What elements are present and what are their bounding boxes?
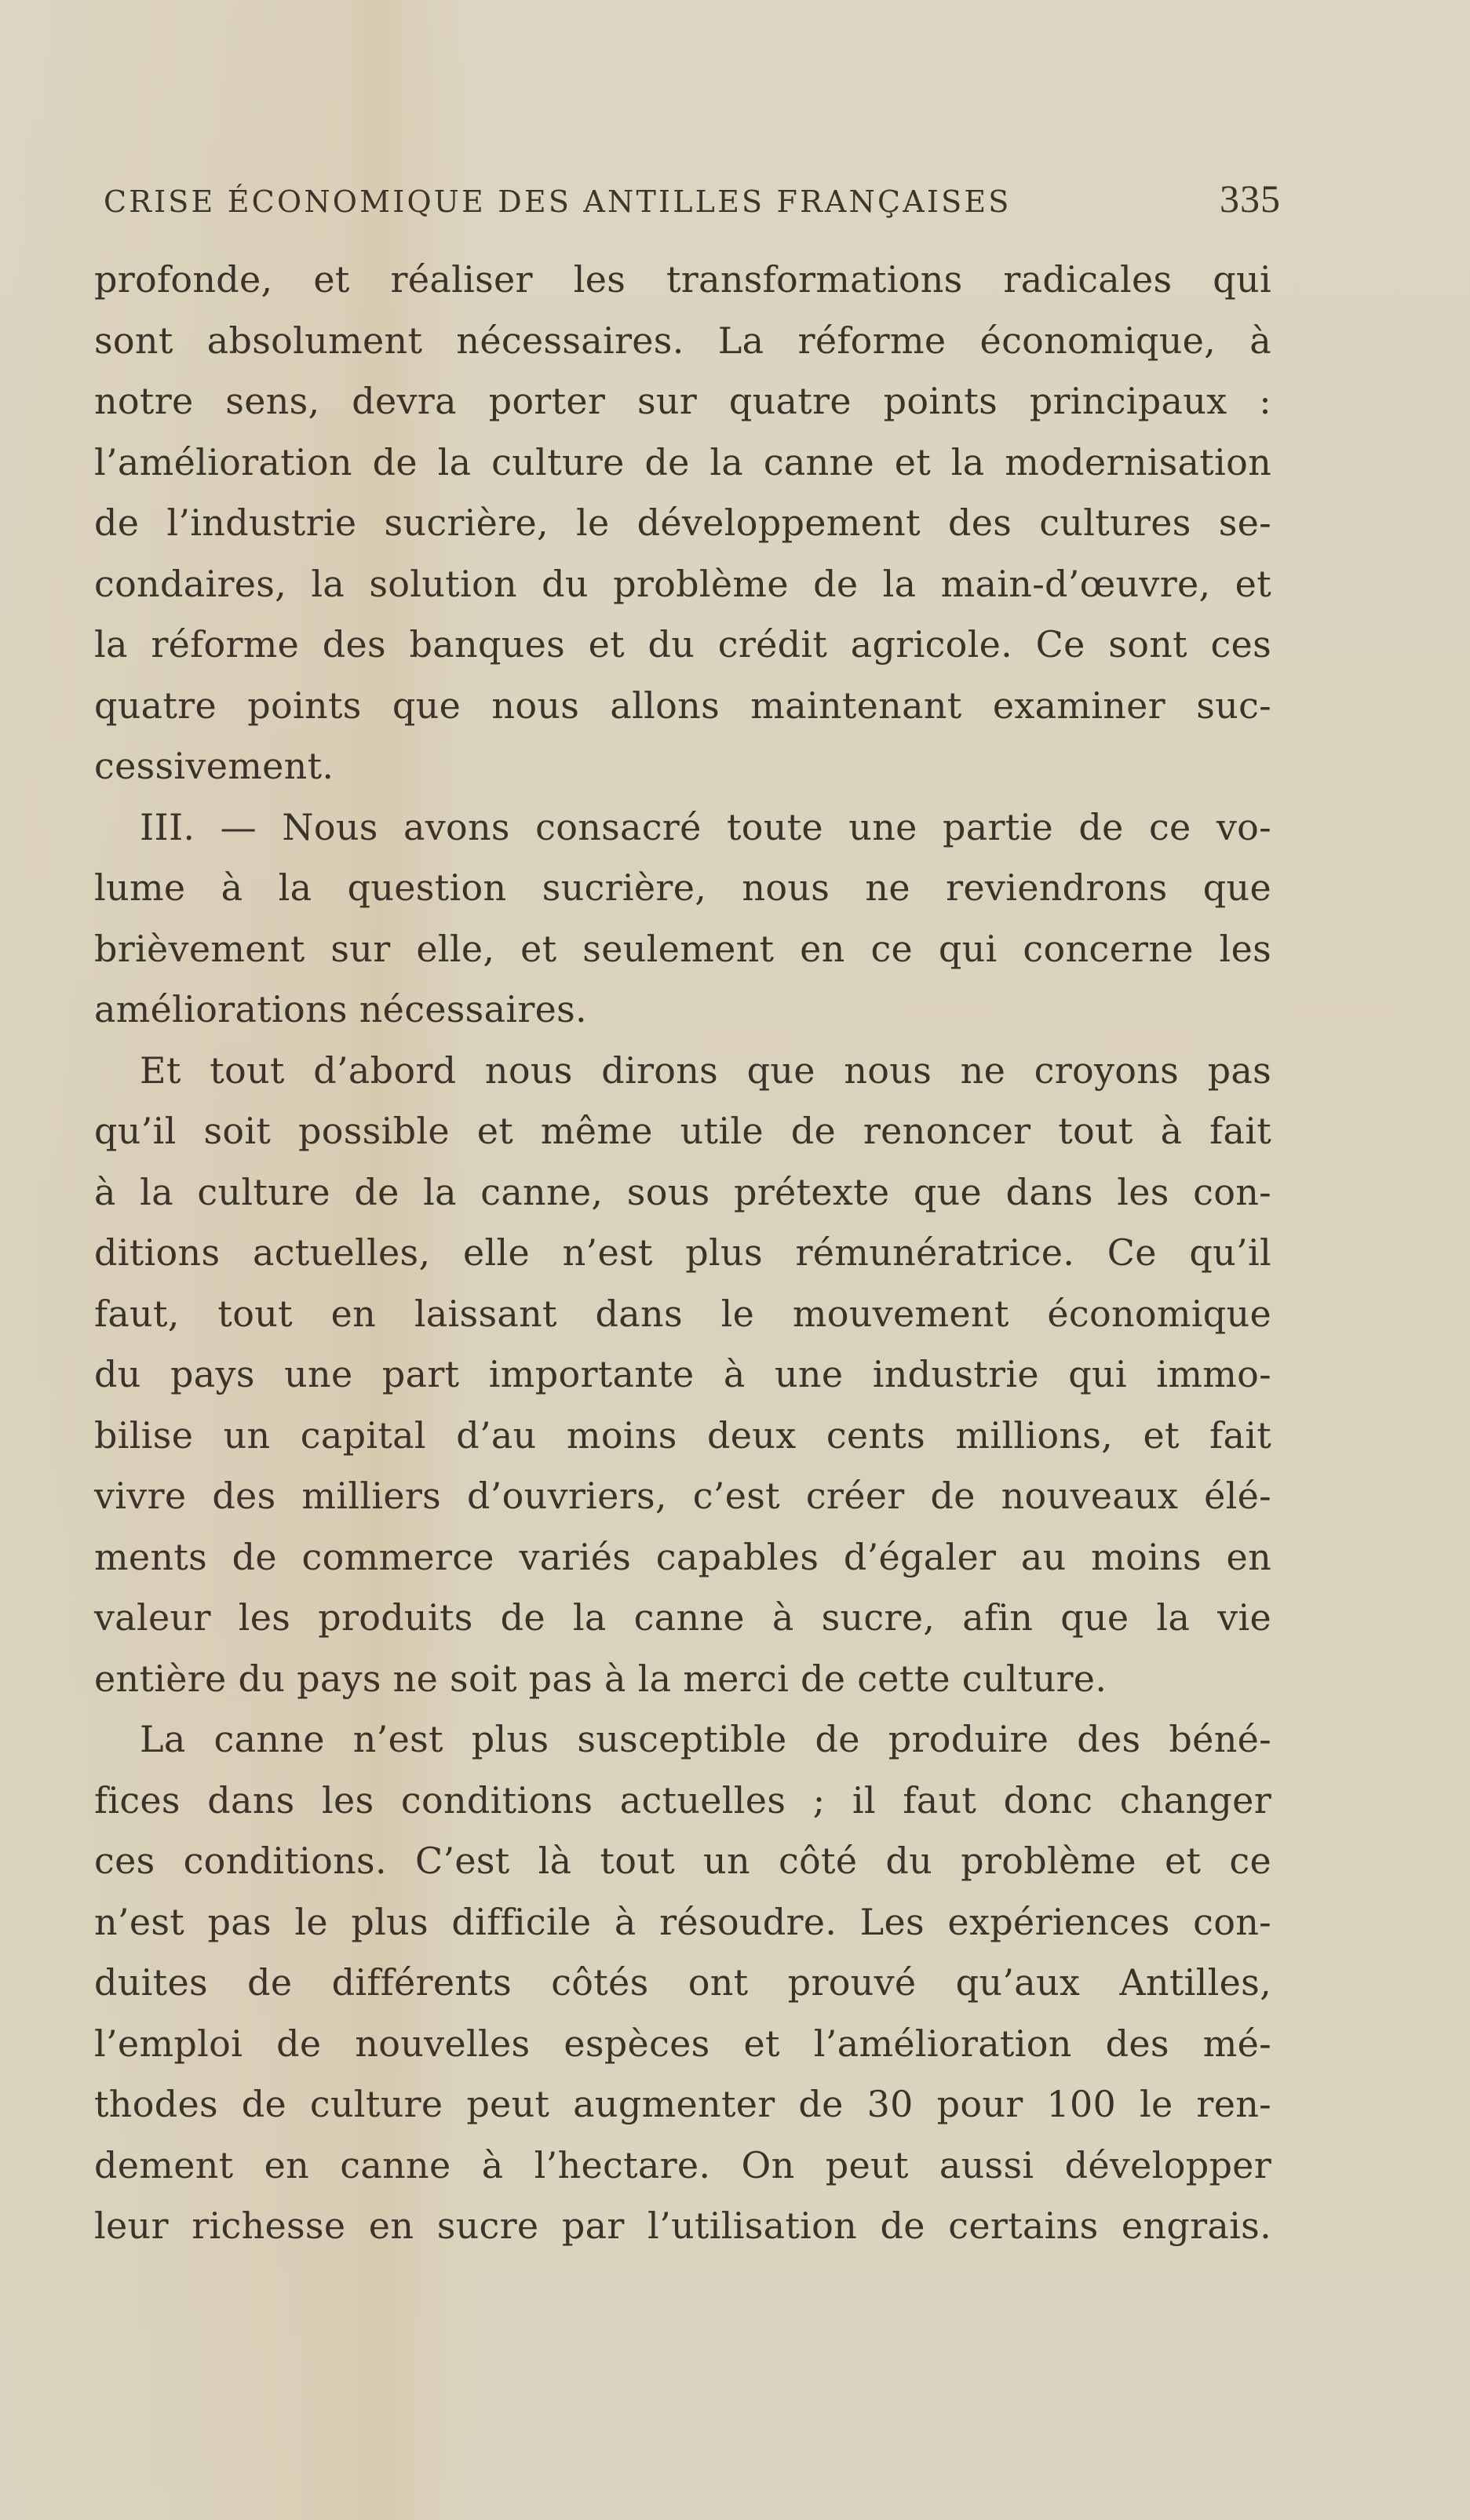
paragraph <box>94 1041 1271 1710</box>
text-line: qu’il soit possible et même utile de renoncer tout à fait <box>94 1110 1271 1152</box>
text-line: améliorations nécessaires. <box>94 988 587 1030</box>
text-line: n’est pas le plus difficile à résoudre. Les expériences con- <box>94 1900 1271 1943</box>
text-line: sont absolument nécessaires. La réforme économique, à <box>94 319 1271 362</box>
page-number: 335 <box>1220 177 1281 221</box>
text-line: fices dans les conditions actuelles ; il faut donc changer <box>94 1778 1271 1822</box>
text-line: la réforme des banques et du crédit agricole. Ce sont ces <box>94 623 1271 666</box>
text-line: leur richesse en sucre par l’utilisation de certains engrais. <box>94 2205 1271 2247</box>
paragraph <box>94 250 1271 797</box>
text-line: l’emploi de nouvelles espèces et l’amélioration des mé- <box>94 2022 1271 2065</box>
text-line: du pays une part importante à une industrie qui immo- <box>94 1353 1271 1395</box>
text-line: condaires, la solution du problème de la main-d’œuvre, et <box>94 562 1271 605</box>
text-line: entière du pays ne soit pas à la merci de cette culture. <box>94 1657 1107 1700</box>
text-line: à la culture de la canne, sous prétexte que dans les con- <box>94 1170 1271 1213</box>
text-line: ments de commerce variés capables d’égaler au moins en <box>94 1535 1271 1578</box>
text-line: de l’industrie sucrière, le développement des cultures se- <box>94 501 1271 544</box>
text-line: ces conditions. C’est là tout un côté du problème et ce <box>94 1840 1271 1882</box>
paragraph-section-iii <box>94 797 1271 1041</box>
body-text <box>94 250 1271 2257</box>
text-line: l’amélioration de la culture de la canne et la modernisation <box>94 440 1271 483</box>
text-line: cessivement. <box>94 745 334 787</box>
text-line: La canne n’est plus susceptible de produire des béné- <box>140 1718 1271 1760</box>
text-line: ditions actuelles, elle n’est plus rémunératrice. Ce qu’il <box>94 1231 1271 1274</box>
running-head <box>104 176 1281 223</box>
text-line: dement en canne à l’hectare. On peut aussi développer <box>94 2143 1271 2186</box>
running-title: CRISE ÉCONOMIQUE DES ANTILLES FRANÇAISES <box>104 184 1012 219</box>
text-line: thodes de culture peut augmenter de 30 pour 100 le ren- <box>94 2083 1271 2125</box>
text-line: III. — Nous avons consacré toute une partie de ce vo- <box>140 805 1271 848</box>
text-line: Et tout d’abord nous dirons que nous ne croyons pas <box>140 1048 1271 1092</box>
text-line: notre sens, devra porter sur quatre points principaux : <box>94 380 1271 422</box>
paragraph <box>94 1709 1271 2257</box>
text-line: vivre des milliers d’ouvriers, c’est créer de nouveaux élé- <box>94 1475 1271 1517</box>
text-line: duites de différents côtés ont prouvé qu’aux Antilles, <box>94 1961 1271 2004</box>
text-line: profonde, et réaliser les transformations radicales qui <box>94 258 1271 301</box>
text-line: faut, tout en laissant dans le mouvement économique <box>94 1292 1271 1335</box>
text-line: lume à la question sucrière, nous ne reviendrons que <box>94 866 1271 909</box>
text-line: valeur les produits de la canne à sucre, afin que la vie <box>94 1596 1271 1639</box>
text-line: brièvement sur elle, et seulement en ce qui concerne les <box>94 927 1271 970</box>
text-line: bilise un capital d’au moins deux cents millions, et fait <box>94 1413 1271 1457</box>
text-line: quatre points que nous allons maintenant examiner suc- <box>94 684 1271 727</box>
